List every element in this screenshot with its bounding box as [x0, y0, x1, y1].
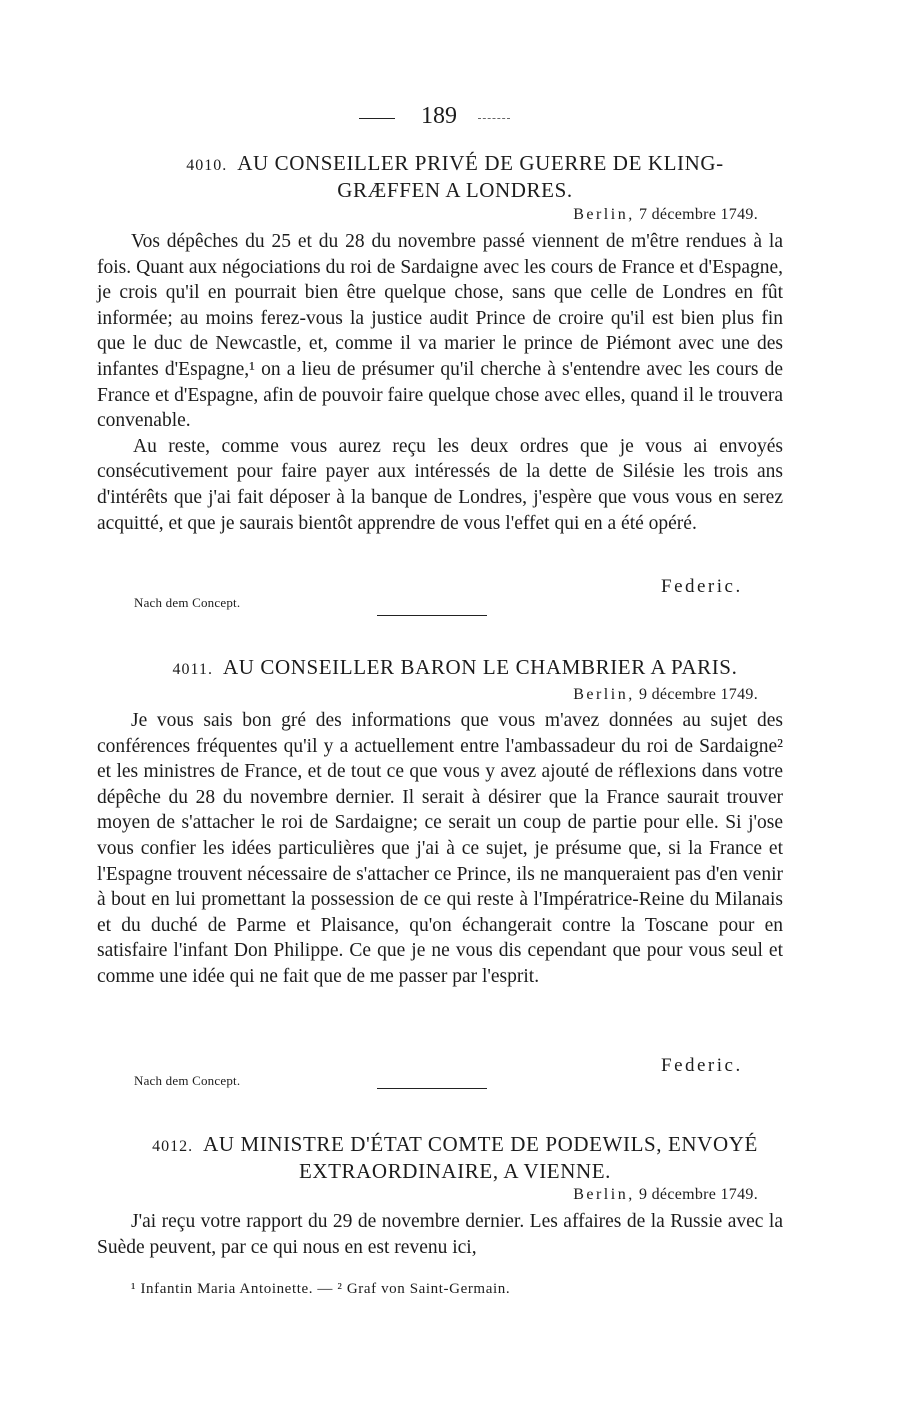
letter-4011-heading: [130, 655, 780, 682]
heading-text: AU CONSEILLER PRIVÉ DE GUERRE DE KLING-: [237, 151, 724, 175]
paragraph: Au reste, comme vous aurez reçu les deux ordres que je vous ai envoyés consécutivement pour faire payer aux intéressés de la dette de Silésie les trois ans d'intérêts que j'ai fait déposer à la banque de Londres, j'espère que vous vous en serez acquitté, et que je saurais bientôt apprendre de vous l'effet qui en a été opéré.: [97, 435, 783, 534]
paragraph: J'ai reçu votre rapport du 29 de novembre dernier. Les affaires de la Russie avec la Suède peuvent, par ce qui nous en est revenu ici,: [97, 1211, 783, 1258]
date-city: Berlin,: [573, 206, 635, 223]
letter-4010-body: [97, 229, 783, 536]
heading-line-1: [130, 1132, 780, 1159]
paragraph: Vos dépêches du 25 et du 28 du novembre passé viennent de m'être rendues à la fois. Quant aux négociations du roi de Sardaigne avec les cours de France et d'Espagne, je crois qu'il en pourrait bien être quelque chose, sans que celle de Londres en fût informée; au moins ferez-vous la justice audit Prince de croire qu'il est bien plus fin que le duc de Newcastle, et, comme il va marier le prince de Piémont avec une des infantes d'Espagne,¹ on a lieu de présumer qu'il cherche à s'entendre avec les cours de France et d'Espagne, afin de pouvoir faire quelque chose avec elles, quand il le trouvera convenable.: [97, 231, 783, 432]
letter-4010-heading: [130, 151, 780, 202]
letter-4011-dateline: [400, 686, 758, 704]
heading-text: AU CONSEILLER BARON LE CHAMBRIER A PARIS.: [222, 655, 738, 679]
date-text: 9 décembre 1749.: [639, 1186, 758, 1203]
page-header: [0, 103, 900, 133]
letter-4012-body: [97, 1209, 783, 1260]
heading-text: AU MINISTRE D'ÉTAT COMTE DE PODEWILS, ENVOYÉ: [203, 1132, 758, 1156]
heading-line-1: [130, 655, 780, 682]
page-number: 189: [421, 103, 457, 129]
letter-number: 4010.: [186, 157, 228, 174]
separator: [377, 615, 487, 616]
letter-4012-heading: [130, 1132, 780, 1183]
letter-4011-body: [97, 708, 783, 990]
date-text: 9 décembre 1749.: [639, 686, 758, 703]
rule-left: [359, 118, 395, 119]
date-city: Berlin,: [573, 686, 635, 703]
separator: [377, 1088, 487, 1089]
heading-line-2: EXTRAORDINAIRE, A VIENNE.: [298, 1159, 612, 1183]
letter-number: 4011.: [172, 661, 213, 678]
heading-line-1: [130, 151, 780, 178]
letter-4010-signature: Federic.: [661, 576, 743, 597]
heading-line-2: GRÆFFEN A LONDRES.: [337, 178, 573, 202]
letter-4011-signature: Federic.: [661, 1055, 743, 1076]
letter-4010-source: Nach dem Concept.: [134, 595, 241, 610]
date-text: 7 décembre 1749.: [639, 206, 758, 223]
letter-number: 4012.: [152, 1138, 194, 1155]
footnotes: ¹ Infantin Maria Antoinette. — ² Graf von Saint-Germain.: [131, 1281, 511, 1297]
date-city: Berlin,: [573, 1186, 635, 1203]
rule-right: [478, 118, 510, 119]
letter-4010-dateline: [400, 206, 758, 224]
letter-4011-source: Nach dem Concept.: [134, 1073, 241, 1088]
paragraph: Je vous sais bon gré des informations que vous m'avez données au sujet des conférences fréquentes qu'il y a actuellement entre l'ambassadeur du roi de Sardaigne² et les ministres de France, et de tout ce que vous y avez ajouté de réflexions dans votre dépêche du 28 du novembre dernier. Il serait à désirer que la France saurait trouver moyen de s'attacher le roi de Sardaigne; ce serait un coup de partie pour elle. Si j'ose vous confier les idées particulières que j'ai à ce sujet, je présume que, si la France et l'Espagne trouvent nécessaire de s'attacher ce Prince, ils ne manqueraient pas d'en venir à bout en lui promettant la possession de ce qui reste à l'Impératrice-Reine du Milanais et du duché de Parme et Plaisance, qu'on échangerait contre la Toscane pour en satisfaire l'infant Don Philippe. Ce que je ne vous dis cependant que pour vous seul et comme une idée qui ne fait que de me passer par l'esprit.: [97, 710, 783, 987]
letter-4012-dateline: [400, 1186, 758, 1204]
